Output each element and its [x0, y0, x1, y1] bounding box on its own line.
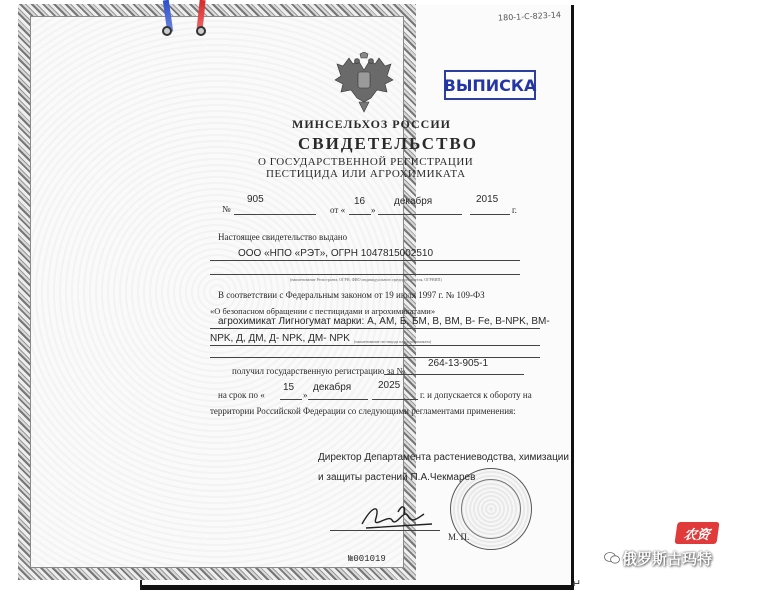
product-underline: [210, 328, 540, 329]
holder-name: ООО «НПО «РЭТ», ОГРН 1047815002510: [238, 248, 434, 259]
certificate-year: 2015: [476, 194, 499, 205]
registration-label: получил государственную регистрацию за №: [232, 366, 406, 376]
year-underline: [470, 214, 510, 215]
holder-caption: (наименование Регистранта, ОГРН, ФИО индивидуального предпринимателя, ОГРНИП): [290, 277, 442, 282]
term-day: 15: [283, 382, 295, 393]
handwritten-note: 180-1-С-823-14: [497, 10, 562, 23]
certificate-number: 905: [247, 194, 264, 205]
subtitle-line-1: О ГОСУДАРСТВЕННОЙ РЕГИСТРАЦИИ: [258, 156, 474, 168]
registration-number: 264-13-905-1: [428, 358, 489, 369]
product-line-1: агрохимикат Лигногумат марки: А, АМ, Б, БМ, В, ВМ, В- Fe, В-NPK, ВМ-: [218, 316, 550, 327]
issued-label: Настоящее свидетельство выдано: [218, 232, 348, 242]
day-underline: [349, 214, 371, 215]
product-line-2: NPK, Д, ДМ, Д- NPK, ДМ- NPK: [210, 333, 350, 344]
extract-stamp: ВЫПИСКА: [444, 70, 536, 100]
director-line-2: и защиты растений П.А.Чекмарев: [318, 472, 476, 483]
territory-text: территории Российской Федерации со следующими регламентами применения:: [210, 406, 516, 416]
law-text: В соответствии с Федеральным законом от 19 июля 1997 г. № 109-ФЗ: [218, 290, 485, 300]
term-prefix: на срок по «: [218, 390, 265, 400]
signature-underline: [330, 530, 440, 531]
registration-underline: [384, 374, 524, 375]
term-month: декабря: [313, 382, 352, 393]
double-headed-eagle-icon: [331, 52, 397, 114]
cursor-mark: ↵: [572, 578, 582, 590]
watermark-logo: 农资: [674, 522, 719, 544]
term-suffix: г. и допускается к обороту на: [420, 390, 532, 400]
serial-number: №001019: [348, 554, 386, 564]
director-line-1: Директор Департамента растениеводства, химизации: [318, 452, 569, 463]
number-underline: [234, 214, 316, 215]
watermark-name: 俄罗斯古玛特: [622, 550, 713, 568]
certificate-title: СВИДЕТЕЛЬСТВО: [298, 134, 478, 153]
number-label: №: [222, 204, 231, 214]
law-name: «О безопасном обращении с пестицидами и агрохимикатами»: [210, 306, 436, 316]
product-underline-3: [210, 357, 540, 358]
from-label: от «: [330, 205, 346, 215]
certificate-month: декабря: [394, 196, 433, 207]
grommet: [162, 26, 172, 36]
holder-underline: [210, 260, 520, 261]
holder-underline-2: [210, 274, 520, 275]
term-month-underline: [308, 399, 368, 400]
term-year-underline: [372, 399, 418, 400]
quote-close: »: [371, 205, 376, 215]
wechat-icon: [604, 551, 620, 565]
grommet: [196, 26, 206, 36]
subtitle-line-2: ПЕСТИЦИДА ИЛИ АГРОХИМИКАТА: [266, 168, 466, 180]
certificate-day: 16: [354, 196, 366, 207]
mp-label: М. П.: [448, 532, 470, 542]
term-quote-close: »: [303, 390, 308, 400]
month-underline: [378, 214, 462, 215]
ministry-name: МИНСЕЛЬХОЗ РОССИИ: [292, 117, 451, 131]
term-year: 2025: [378, 380, 401, 391]
product-caption: (наименование пестицида или агрохимиката): [354, 339, 432, 344]
year-suffix: г.: [512, 205, 517, 215]
product-underline-2: [210, 345, 540, 346]
term-day-underline: [280, 399, 302, 400]
